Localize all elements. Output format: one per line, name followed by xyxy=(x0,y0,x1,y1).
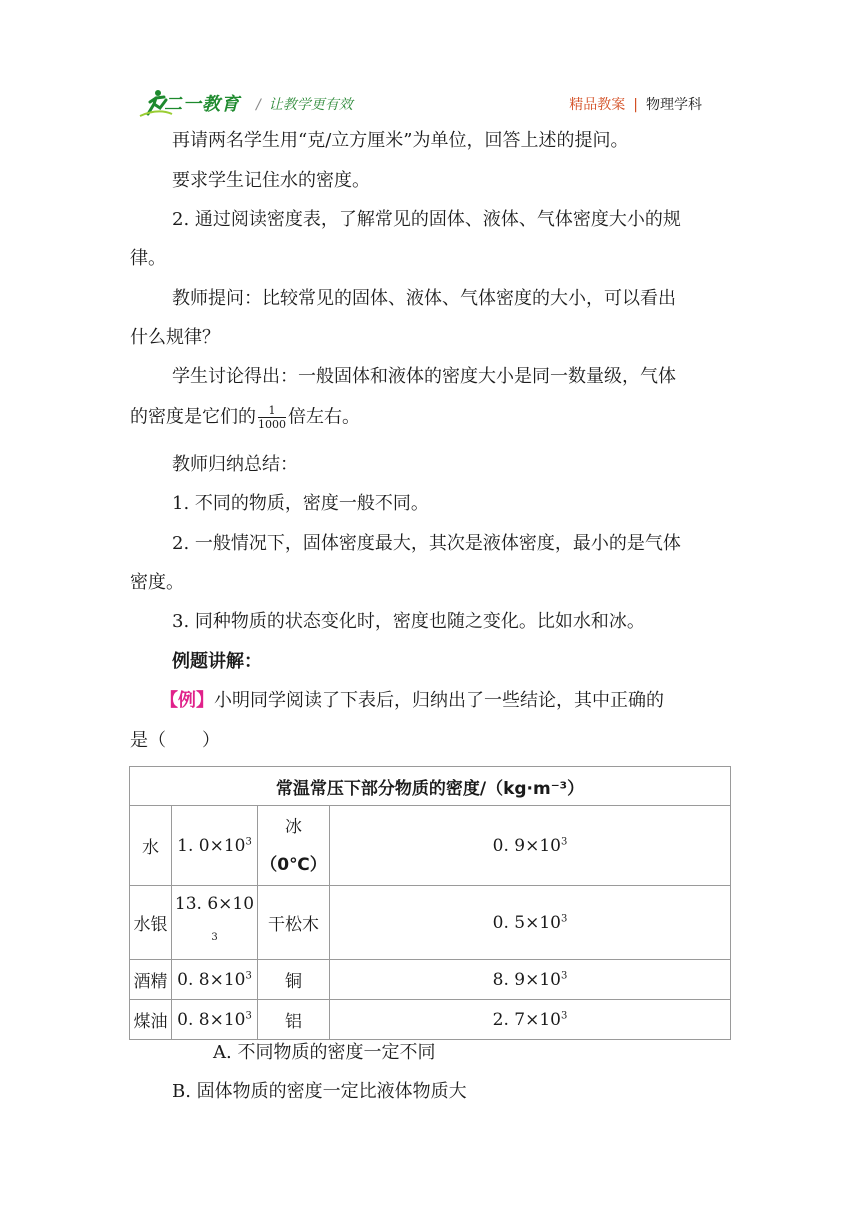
example-line-2: 是（ ） xyxy=(130,730,220,751)
table-title: 常温常压下部分物质的密度/（kg·m⁻³） xyxy=(130,767,731,806)
example-tag: 【例】 xyxy=(160,690,214,711)
paragraph-8-line-2: 密度。 xyxy=(130,572,184,593)
table-row: 水银 13. 6×10 $^3$ 干松木 0. $5\times 10^3$ xyxy=(130,886,731,960)
paragraph-8-line-1: 2. 一般情况下，固体密度最大，其次是液体密度，最小的是气体 xyxy=(172,533,681,554)
page-header xyxy=(130,86,730,120)
table-row: 酒精 0. $8\times 10^3$ 铜 8. $9\times 10^3$ xyxy=(130,960,731,1000)
fraction: $\frac{1}{1000}$ xyxy=(258,404,286,431)
header-right: 精品教案 | 物理学科 xyxy=(569,97,702,113)
density-table xyxy=(129,766,731,1040)
example-line-1: 【例】小明同学阅读了下表后，归纳出了一些结论，其中正确的 xyxy=(160,690,664,711)
example-heading: 例题讲解： xyxy=(172,651,262,672)
subject-label: 物理学科 xyxy=(646,97,702,113)
option-a: A. 不同物质的密度一定不同 xyxy=(213,1042,436,1063)
slogan: / 让教学更有效 xyxy=(256,97,353,113)
paragraph-5-line-2: 的密度是它们的 $\frac{1}{1000}$ 倍左右。 xyxy=(130,404,360,431)
category-label: 精品教案 xyxy=(569,97,626,113)
paragraph-6: 教师归纳总结： xyxy=(172,454,298,475)
paragraph-2: 要求学生记住水的密度。 xyxy=(172,170,370,191)
paragraph-9: 3. 同种物质的状态变化时，密度也随之变化。比如水和冰。 xyxy=(172,611,645,632)
paragraph-5-line-1: 学生讨论得出：一般固体和液体的密度大小是同一数量级，气体 xyxy=(172,366,676,387)
table-row: 煤油 0. $8\times 10^3$ 铝 2. $7\times 10^3$ xyxy=(130,1000,731,1040)
paragraph-4-line-2: 什么规律？ xyxy=(130,327,220,348)
paragraph-4-line-1: 教师提问：比较常见的固体、液体、气体密度的大小，可以看出 xyxy=(172,288,676,309)
logo-text: 二一教育 xyxy=(164,94,240,115)
paragraph-3-line-1: 2. 通过阅读密度表，了解常见的固体、液体、气体密度大小的规 xyxy=(172,209,681,230)
option-b: B. 固体物质的密度一定比液体物质大 xyxy=(172,1081,467,1102)
table-row: 水 1. $0\times 10^3$ 冰 （0℃） 0. $9\times 10^3$ xyxy=(130,806,731,886)
paragraph-1: 再请两名学生用“克/立方厘米”为单位，回答上述的提问。 xyxy=(172,130,629,151)
paragraph-3-line-2: 律。 xyxy=(130,248,166,269)
paragraph-7: 1. 不同的物质，密度一般不同。 xyxy=(172,493,429,514)
